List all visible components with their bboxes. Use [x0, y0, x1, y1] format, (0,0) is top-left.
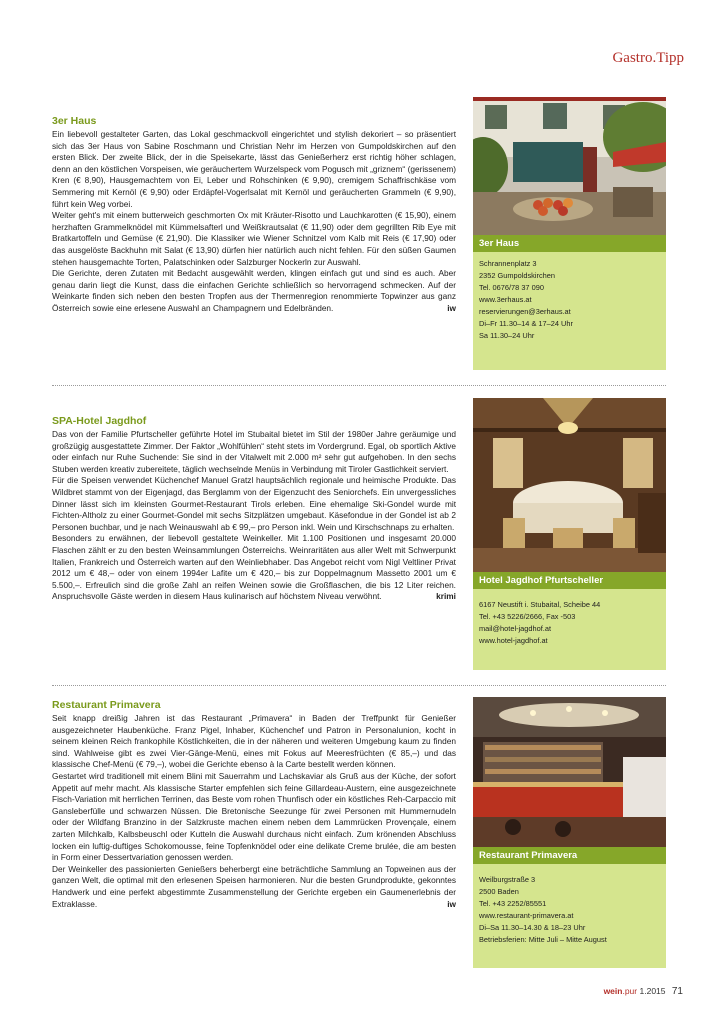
- address-city: 2352 Gumpoldskirchen: [479, 271, 556, 280]
- opening-hours: Sa 11.30–24 Uhr: [479, 331, 535, 340]
- divider: [52, 685, 666, 686]
- article-spa-hotel-jagdhof: [52, 415, 456, 603]
- article-body: [52, 713, 456, 910]
- phone: Tel. 0676/78 37 090: [479, 283, 544, 292]
- magazine-brand: wein: [603, 986, 623, 996]
- photo-primavera-bar: [473, 697, 666, 847]
- article-3er-haus: [52, 115, 456, 315]
- page-number: 71: [671, 986, 683, 997]
- opening-hours: Di–Sa 11.30–14.30 & 18–23 Uhr: [479, 923, 586, 932]
- info-box-3er-haus: [473, 235, 666, 370]
- address-line: Schrannenplatz 3: [479, 259, 537, 268]
- photo-3er-haus-garden: [473, 97, 666, 235]
- author-signature: iw: [447, 898, 456, 909]
- venue-details: [473, 589, 666, 651]
- address-line: 6167 Neustift i. Stubaital, Scheibe 44: [479, 600, 601, 609]
- issue-number: 1.2015: [639, 986, 666, 996]
- paragraph: Für die Speisen verwendet Küchenchef Manuel Gratzl hauptsächlich regionale und heimische Produkte. Das Wildbret stammt von der Eigenjagd, das Berglamm von der Eigenzucht des Seniorchefs. Ein unvergessliches Dinner lässt sich im kleinsten Gourmet-Restaurant Tirols erleben. Eine ehemalige Ski-Gondel wurde mit Fichten-Altholz zu einer Gourmet-Gondel mit sechs Sitzplätzen umgebaut. Käsefondue in der Gondel ist ab 2 Personen buchbar, und je nach Weinauswahl ab € 99,– pro Person inkl. Wein und Kirschschnaps zu erhalten.: [52, 475, 456, 532]
- author-signature: krimi: [436, 591, 456, 602]
- paragraph: Besonders zu erwähnen, der liebevoll gestaltete Weinkeller. Mit 1.100 Positionen und insgesamt 20.000 Flaschen zählt er zu den besten Weinsammlungen Österreichs. Weinraritäten aus aller Welt mit Schwerpunkt Italien, Frankreich und Österreich warten auf den Weinliebhaber. Das Angebot reicht vom Nigl Veltliner Privat 2012 um € 48,– oder von einem 1994er Lafite um € 420,– bis zur Doppelmagnum Massetto 2001 um € 5.500,–. Erfreulich sind die große Zahl an reifen Weinen sowie die Großflaschen, die bis 12 Liter reichen. Anspruchsvolle Gäste werden in diesem Haus kulinarisch auf höchstem Niveau verwöhnt.: [52, 533, 456, 602]
- section-tag: Gastro.Tipp: [612, 50, 684, 66]
- address-line: Weilburgstraße 3: [479, 875, 536, 884]
- author-signature: iw: [447, 302, 456, 313]
- info-box-primavera: [473, 847, 666, 968]
- article-title: 3er Haus: [52, 115, 97, 127]
- paragraph: Der Weinkeller des passionierten Genießers beherbergt eine beträchtliche Sammlung an Topweinen aus der ganzen Welt, die optimal mit den erlesenen Speisen harmonieren. Nur die besten Grundprodukte, gekonntes Handwerk und eine perfekt abgestimmte Zusammenstellung der Gerichte ergeben ein Gaumenerlebnis der Extraklasse.: [52, 863, 456, 909]
- paragraph: Das von der Familie Pfurtscheller geführte Hotel im Stubaital bietet im Stil der 1980er Jahre geräumige und großzügig ausgestattete Zimmer. Der Faktor „Wohlfühlen“ steht stets im Vordergrund. Egal, ob sportlich Aktive oder einfach nur Ruhe Suchende: Sie sind in der Vitalwelt mit 2.000 m² sehr gut aufgehoben. In den sechs Stuben werden kreativ zubereitete, täglich wechselnde Menüs in Verbindung mit Tiroler Gastlichkeit serviert.: [52, 429, 456, 474]
- website: www.3erhaus.at: [479, 295, 532, 304]
- phone: Tel. +43 2252/85551: [479, 899, 547, 908]
- venue-details: [473, 252, 666, 346]
- article-restaurant-primavera: [52, 699, 456, 910]
- paragraph: Gestartet wird traditionell mit einem Blini mit Sauerrahm und Lachskaviar als Gruß aus der Küche, der sofort Appetit auf mehr macht. Als klassische Starter empfehlen sich feine Gillardeau-Austern, eine ausgezeichnete Fisch-Variation mit herrlichen Terrinen, das Beste vom rohen Thunfisch oder ein köstliches Reh-Carpaccio mit Gansleberfülle und schwarzen Nüssen. Die Bretonische Seezunge für zwei Personen mit Hummernudeln oder der Wildfang Branzino in der Salzkruste machen einem neben dem Lammrücken Provençale, einem zarten Milchkalb, Kalbsbeuschl oder Kutteln die Auswahl durchaus nicht einfach. Zum krönenden Abschluss locken ein luftig-duftiges Schokomousse, feine Topfenknödel oder eine delikate Creme brulée, die am besten in Form einer Dessertvariation genossen werden.: [52, 770, 456, 863]
- article-body: [52, 129, 456, 315]
- website: www.restaurant-primavera.at: [479, 911, 574, 920]
- venue-name: Hotel Jagdhof Pfurtscheller: [473, 572, 666, 589]
- page-footer: [604, 986, 683, 997]
- website: www.hotel-jagdhof.at: [479, 636, 548, 645]
- holiday-closure: Betriebsferien: Mitte Juli – Mitte August: [479, 935, 607, 944]
- paragraph: Weiter geht's mit einem butterweich geschmorten Ox mit Kräuter-Risotto und Lauchkarotten (€ 15,90), einem herzhaften Grammelknödel mit Kümmelsafterl und Weißkrautsalat (€ 11,90) oder dem gegrillten Rib Eye mit Bratkartoffeln und Gemüse (€ 21,90). Die Klassiker wie Wiener Schnitzel vom Kalb mit Reis (€ 17,90) oder das ausgelöste Backhuhn mit Salat (€ 13,90) dürfen hier natürlich auch nicht fehlen. Für den süßen Gaumen stehen hausgemachte Torten, Palatschinken oder Salzburger Nockerln zur Auswahl.: [52, 210, 456, 267]
- opening-hours: Di–Fr 11.30–14 & 17–24 Uhr: [479, 319, 573, 328]
- email: reservierungen@3erhaus.at: [479, 307, 571, 316]
- photo-jagdhof-dining-room: [473, 398, 666, 572]
- article-title: SPA-Hotel Jagdhof: [52, 415, 147, 427]
- phone: Tel. +43 5226/2666, Fax -503: [479, 612, 576, 621]
- venue-name: Restaurant Primavera: [473, 847, 666, 864]
- article-body: [52, 429, 456, 603]
- venue-name: 3er Haus: [473, 235, 666, 252]
- venue-details: [473, 864, 666, 950]
- magazine-brand-suffix: .pur: [622, 986, 638, 996]
- info-box-jagdhof: [473, 572, 666, 670]
- address-city: 2500 Baden: [479, 887, 519, 896]
- article-title: Restaurant Primavera: [52, 699, 161, 711]
- divider: [52, 385, 666, 386]
- email: mail@hotel-jagdhof.at: [479, 624, 552, 633]
- paragraph: Ein liebevoll gestalteter Garten, das Lokal geschmackvoll eingerichtet und stylish dekoriert – so präsentiert sich das 3er Haus von Sabine Roschmann und Christian Nehr im Herzen von Gumpoldskirchen auf den ersten Blick. Der zweite Blick, der in die Speisekarte, lässt das Genießerherz erst richtig höher schlagen, denn an den köstlichen Vorspeisen, wie geräuchertem Wurzelspeck vom Pogusch mit „griznem“ (gerissenem) Kren (€ 8,90), Hausgemachtem von Ei, Leber und Rohschinken (€ 9,90), cremigem Schaffrischkäse vom Semmering mit Kernöl (€ 9,90) oder Erdäpfel-Vogerlsalat mit Kernöl und geräucherten Grammeln (€ 9,90), führt kein Weg vorbei.: [52, 129, 456, 209]
- paragraph: Die Gerichte, deren Zutaten mit Bedacht ausgewählt werden, klingen einfach gut und sind es auch. Aber genau darin liegt die Kunst, dass die einfachen Gerichte schließlich so hervorragend schmecken. Auf der Weinkarte finden sich neben den besten Tropfen aus der Thermenregion renommierte Topwinzer aus ganz Österreich sowie eine erlesene Auswahl an Champagnern und Edelbränden.: [52, 268, 456, 313]
- paragraph: Seit knapp dreißig Jahren ist das Restaurant „Primavera“ in Baden der Treffpunkt für Genießer ausgezeichneter Haubenküche. Franz Pigel, Inhaber, Küchenchef und Patron in Personalunion, kocht in seinem kleinen Reich frankophile Köstlichkeiten, die in der näheren und weiteren Umgebung kaum zu finden sind. Wahlweise gibt es zwei Vier-Gänge-Menü, eines mit Fokus auf Meeresfrüchten (€ 85,–) und das klassische Chef-Menü (€ 79,–), wobei die Gerichte ebenso à la Carte bestellt werden können.: [52, 713, 456, 770]
